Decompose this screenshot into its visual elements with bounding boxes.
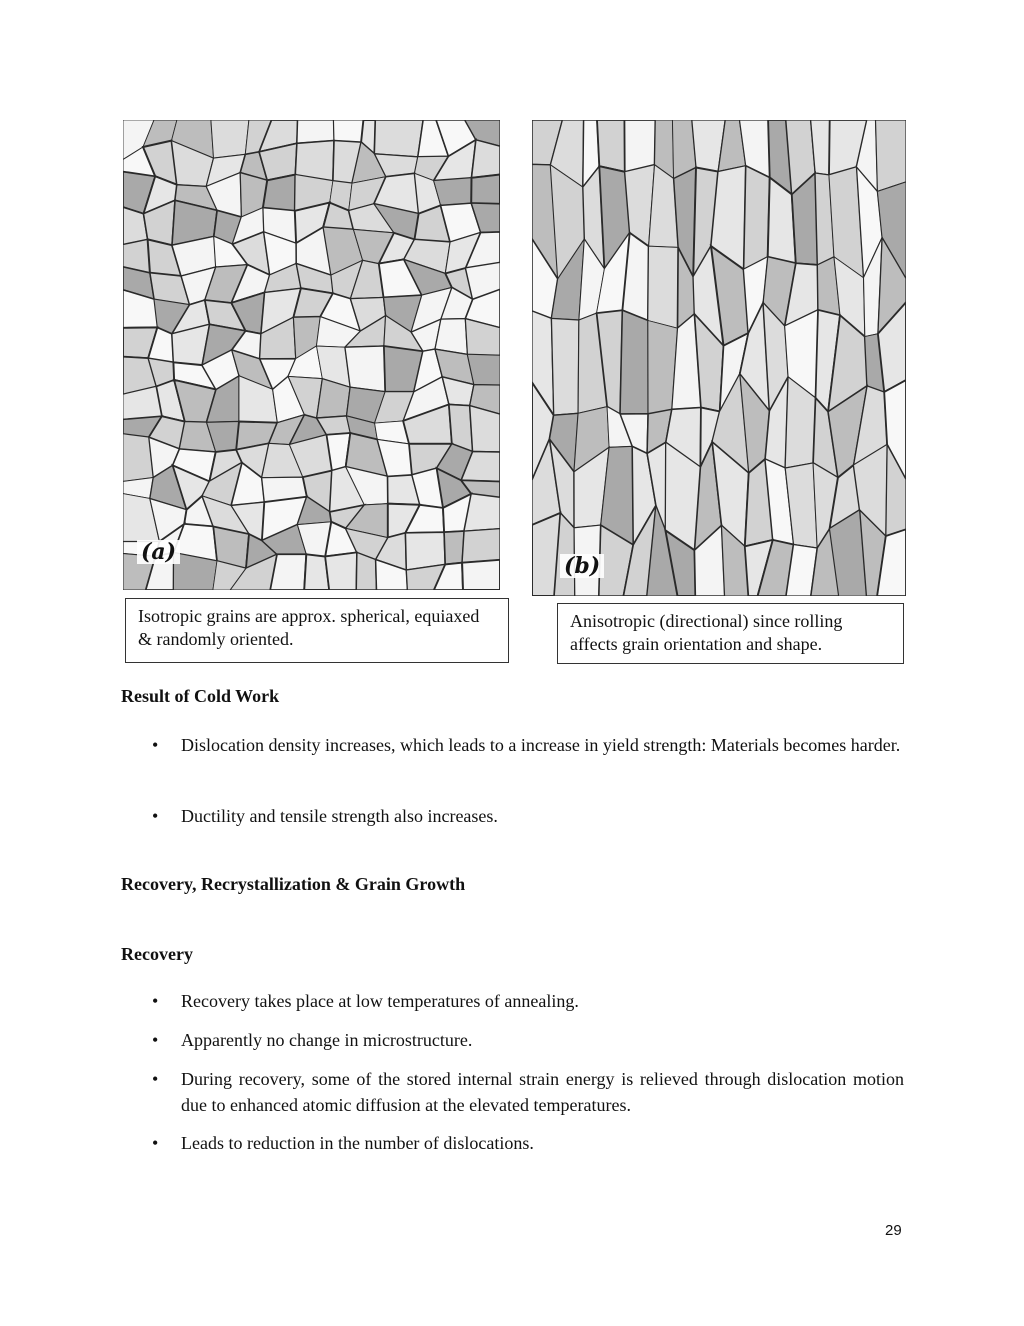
grain bbox=[270, 554, 306, 590]
grain bbox=[876, 120, 907, 191]
grain bbox=[263, 175, 295, 211]
grain bbox=[434, 178, 472, 206]
caption-anisotropic: Anisotropic (directional) since rolling affects grain orientation and shape. bbox=[557, 603, 904, 664]
grain bbox=[334, 120, 364, 142]
grain bbox=[345, 346, 385, 392]
grain bbox=[356, 552, 376, 590]
grain bbox=[597, 120, 625, 172]
heading-recovery-recrystallization: Recovery, Recrystallization & Grain Growth bbox=[121, 874, 466, 894]
bullet-no-change: • Apparently no change in microstructure. bbox=[181, 1023, 904, 1057]
heading-cold-work: Result of Cold Work bbox=[121, 686, 280, 706]
caption-isotropic: Isotropic grains are approx. spherical, equiaxed & randomly oriented. bbox=[125, 598, 509, 663]
bullet-reduction: • Leads to reduction in the number of dislocations. bbox=[181, 1126, 904, 1160]
grain bbox=[374, 120, 423, 157]
isotropic-grain-image bbox=[123, 120, 500, 590]
bullet-ductility: • Ductility and tensile strength also increases. bbox=[181, 799, 904, 833]
grain bbox=[405, 532, 445, 570]
grain bbox=[444, 531, 464, 564]
grain bbox=[435, 319, 467, 355]
grain bbox=[462, 529, 500, 563]
bullet-dislocation-density: • Dislocation density increases, which leads to a increase in yield strength: Materials becomes harder. bbox=[181, 728, 904, 762]
grain bbox=[648, 246, 678, 328]
grain bbox=[325, 552, 357, 590]
grain bbox=[462, 560, 500, 590]
grain bbox=[211, 120, 249, 158]
anisotropic-grain-image bbox=[532, 120, 906, 596]
grain bbox=[470, 406, 500, 452]
bullet-strain-energy: • During recovery, some of the stored internal strain energy is relieved through dislocation motion due to enhanced atomic diffusion at the elevated temperatures. bbox=[181, 1066, 904, 1118]
bullet-low-temperature: • Recovery takes place at low temperatures of annealing. bbox=[181, 984, 904, 1018]
grain bbox=[625, 120, 656, 172]
micrograph-anisotropic-grains bbox=[532, 120, 906, 596]
grain bbox=[551, 318, 579, 415]
page-number: 29 bbox=[885, 1222, 902, 1239]
grain bbox=[620, 310, 648, 414]
heading-recovery: Recovery bbox=[121, 944, 193, 964]
grain bbox=[471, 175, 500, 204]
micrograph-isotropic-grains bbox=[123, 120, 500, 590]
grain bbox=[472, 140, 501, 178]
grain bbox=[297, 120, 334, 143]
grain bbox=[295, 141, 334, 181]
figure-label-b: (b) bbox=[560, 554, 604, 578]
figure-label-a: (a) bbox=[137, 540, 180, 564]
grain bbox=[744, 166, 770, 270]
